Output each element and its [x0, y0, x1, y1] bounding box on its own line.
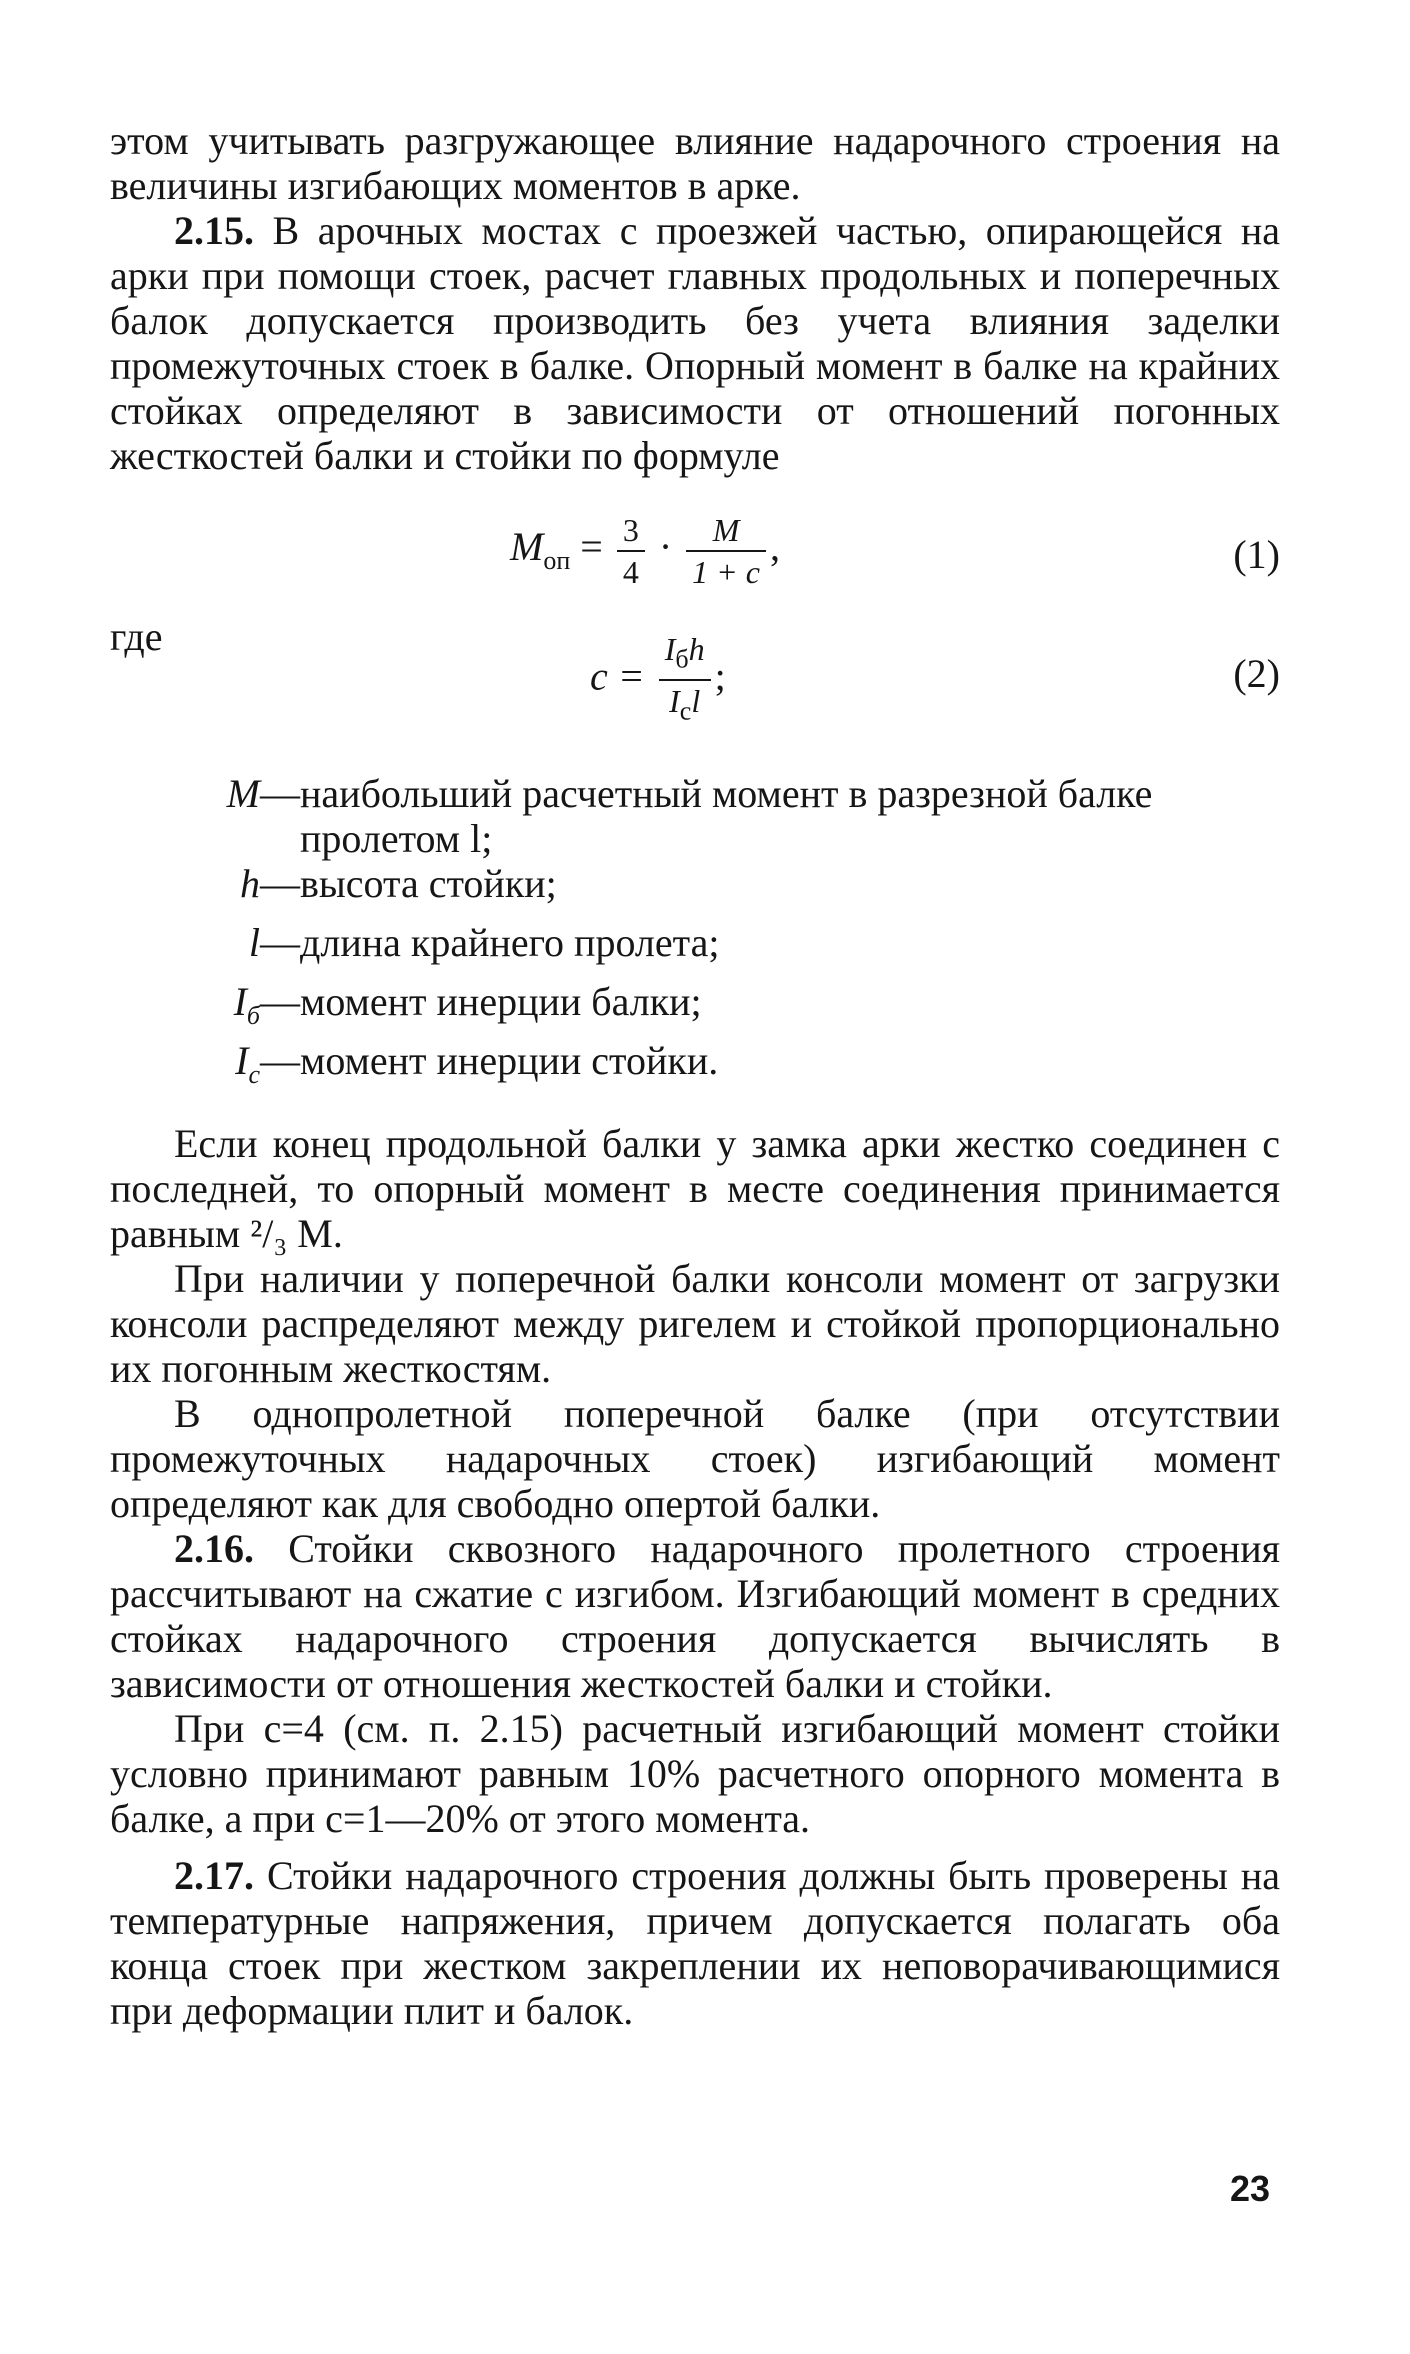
definition-subscript: б [246, 1001, 260, 1030]
definition-text: длина крайнего пролета; [300, 920, 720, 965]
definition-dash: — [260, 771, 300, 816]
formula-subscript: оп [543, 546, 571, 576]
formula-number: (1) [1233, 532, 1280, 577]
page-body [110, 118, 1280, 2033]
formula-2-expression [590, 629, 726, 732]
fraction-denominator: 4 [617, 550, 645, 592]
definition-dash: — [260, 1038, 300, 1083]
formula-symbol: M [510, 524, 544, 570]
definition-item [110, 771, 1280, 861]
paragraph: При c=4 (см. п. 2.15) расчетный изгибающий момент стойки условно принимают равным 10% расчетного опорного момента в балке, а при c=1—20% от этого момента. [110, 1706, 1280, 1841]
definition-symbol: h [240, 861, 260, 906]
formula-subscript: c [679, 696, 692, 726]
where-label: где [110, 614, 163, 659]
fraction-numerator: I [664, 631, 676, 667]
formula-subscript: б [675, 644, 689, 674]
definition-item [110, 1038, 1280, 1097]
definition-text: высота стойки; [300, 861, 557, 906]
definition-subscript: c [248, 1060, 260, 1089]
paragraph: В однопролетной поперечной балке (при отсутствии промежуточных надарочных стоек) изгибающий момент определяют как для свободно опертой балки. [110, 1391, 1280, 1526]
definition-text: момент инерции стойки. [300, 1038, 719, 1083]
fraction-numerator: 3 [622, 512, 639, 548]
definition-dash: — [260, 979, 300, 1024]
definition-symbol: l [248, 920, 260, 965]
fraction [617, 510, 645, 592]
paragraph-intro: этом учитывать разгружающее влияние надарочного строения на величины изгибающих моментов в арке. [110, 118, 1280, 208]
definition-symbol: M [226, 771, 260, 816]
definitions-list [110, 771, 1280, 1097]
paragraph: При наличии у поперечной балки консоли момент от загрузки консоли распределяют между ригелем и стойкой пропорционально их погонным жесткостям. [110, 1256, 1280, 1391]
section-text: Стойки надарочного строения должны быть проверены на температурные напряжения, причем допускается полагать оба конца стоек при жестком закреплении их неповорачивающимися при деформации плит и балок. [110, 1853, 1280, 2033]
fraction-denominator: 1 + c [692, 554, 760, 590]
section-text: В арочных мостах с проезжей частью, опирающейся на арки при помощи стоек, расчет главных продольных и поперечных балок допускается производить без учета влияния заделки промежуточных стоек в балке. Опорный момент в балке на крайних стойках определяют в зависимости от отношений погонных жесткостей балки и стойки по формуле [110, 208, 1280, 478]
formula-symbol: h [688, 631, 705, 667]
formula-1 [110, 502, 1280, 614]
formula-symbol: c = [590, 653, 655, 699]
page-number: 23 [1230, 2168, 1271, 2209]
formula-punctuation: ; [714, 653, 726, 699]
section-number: 2.15. [174, 208, 254, 253]
definition-symbol: I [233, 979, 247, 1024]
formula-number: (2) [1233, 651, 1280, 696]
formula-operator: · [648, 524, 683, 570]
definition-text: наибольший расчетный момент в разрезной балке пролетом l; [300, 771, 1153, 861]
section-2-17 [110, 1853, 1280, 2033]
fraction [659, 629, 711, 732]
definition-item [110, 979, 1280, 1038]
section-text: Стойки сквозного надарочного пролетного строения рассчитывают на сжатие с изгибом. Изгибающий момент в средних стойках надарочного строения допускается вычислять в зависимости от отношения жесткостей балки и стойки. [110, 1526, 1280, 1706]
fraction [686, 510, 766, 592]
definition-dash: — [260, 861, 300, 906]
section-2-16 [110, 1526, 1280, 1706]
fraction-numerator: M [712, 512, 740, 548]
definition-symbol: I [235, 1038, 249, 1083]
paragraph: Если конец продольной балки у замка арки жестко соединен с последней, то опорный момент в месте соединения принимается равным ²/₃ M. [110, 1121, 1280, 1256]
definition-item [110, 920, 1280, 979]
formula-punctuation: , [769, 524, 780, 570]
definition-text: момент инерции балки; [300, 979, 702, 1024]
definition-dash: — [260, 920, 300, 965]
definition-item [110, 861, 1280, 920]
formula-operator: = [570, 524, 613, 570]
fraction-denominator: I [669, 683, 680, 720]
formula-symbol: l [691, 683, 701, 720]
section-number: 2.16. [174, 1526, 254, 1571]
section-2-15 [110, 208, 1280, 478]
formula-1-expression [510, 510, 780, 592]
section-number: 2.17. [174, 1853, 254, 1898]
